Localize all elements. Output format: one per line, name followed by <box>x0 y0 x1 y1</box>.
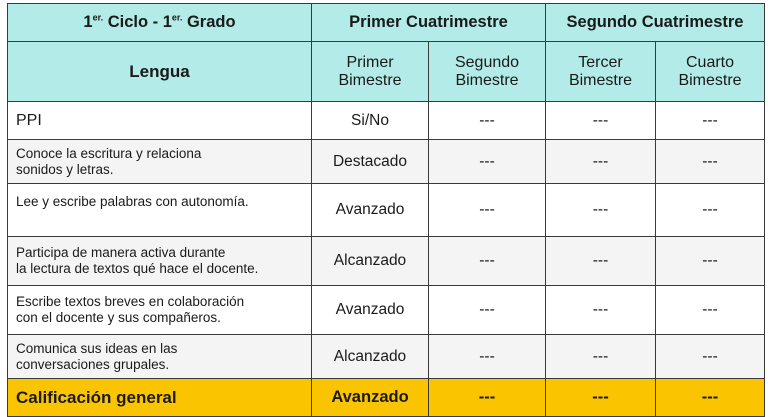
grade-cell: --- <box>656 184 765 237</box>
header-row-bimestres <box>8 42 765 102</box>
criterion-cell: Comunica sus ideas en las conversaciones grupales. <box>8 335 312 379</box>
primer-bimestre-header: Primer Bimestre <box>312 42 429 102</box>
table-row <box>8 184 765 237</box>
total-grade-cell: Avanzado <box>312 379 429 417</box>
total-grade-cell: --- <box>546 379 656 417</box>
table-row <box>8 140 765 184</box>
grade-cell: --- <box>656 335 765 379</box>
grade-cell: Destacado <box>312 140 429 184</box>
criterion-cell: Conoce la escritura y relaciona sonidos y letras. <box>8 140 312 184</box>
grade-cell: --- <box>656 237 765 286</box>
grade-cell: --- <box>546 140 656 184</box>
subject-header: Lengua <box>8 42 312 102</box>
grade-cell: Alcanzado <box>312 335 429 379</box>
grade-cell: --- <box>429 237 546 286</box>
grade-cell: --- <box>546 335 656 379</box>
criterion-cell: Escribe textos breves en colaboración con el docente y sus compañeros. <box>8 286 312 335</box>
grades-table <box>7 3 765 417</box>
grade-cell: --- <box>429 102 546 140</box>
grade-cell: --- <box>429 335 546 379</box>
grade-cell: --- <box>546 237 656 286</box>
grade-cell: --- <box>429 286 546 335</box>
grade-cell: --- <box>429 184 546 237</box>
criterion-cell: PPI <box>8 102 312 140</box>
grade-cell: --- <box>546 184 656 237</box>
total-grade-cell: --- <box>656 379 765 417</box>
grade-cell: --- <box>656 286 765 335</box>
header-row-cuatrimestres <box>8 4 765 42</box>
table-row <box>8 335 765 379</box>
criterion-cell: Participa de manera activa durante la lectura de textos qué hace el docente. <box>8 237 312 286</box>
table-row <box>8 286 765 335</box>
grade-cell: --- <box>546 286 656 335</box>
tercer-bimestre-header: Tercer Bimestre <box>546 42 656 102</box>
grade-cell: Alcanzado <box>312 237 429 286</box>
primer-cuatrimestre-header: Primer Cuatrimestre <box>312 4 546 42</box>
grade-cell: Avanzado <box>312 184 429 237</box>
grade-cell: --- <box>546 102 656 140</box>
grade-cell: --- <box>429 140 546 184</box>
grade-cell: Si/No <box>312 102 429 140</box>
table-row <box>8 237 765 286</box>
grade-cell: Avanzado <box>312 286 429 335</box>
report-card <box>7 3 765 417</box>
total-label: Calificación general <box>8 379 312 417</box>
grade-cell: --- <box>656 140 765 184</box>
criterion-cell: Lee y escribe palabras con autonomía. <box>8 184 312 237</box>
table-row <box>8 102 765 140</box>
total-row <box>8 379 765 417</box>
grade-cell: --- <box>656 102 765 140</box>
cycle-grade-header: $1^{er.}$ Ciclo - $1^{er.}$ Grado <box>8 4 312 42</box>
segundo-cuatrimestre-header: Segundo Cuatrimestre <box>546 4 765 42</box>
total-grade-cell: --- <box>429 379 546 417</box>
segundo-bimestre-header: Segundo Bimestre <box>429 42 546 102</box>
cuarto-bimestre-header: Cuarto Bimestre <box>656 42 765 102</box>
